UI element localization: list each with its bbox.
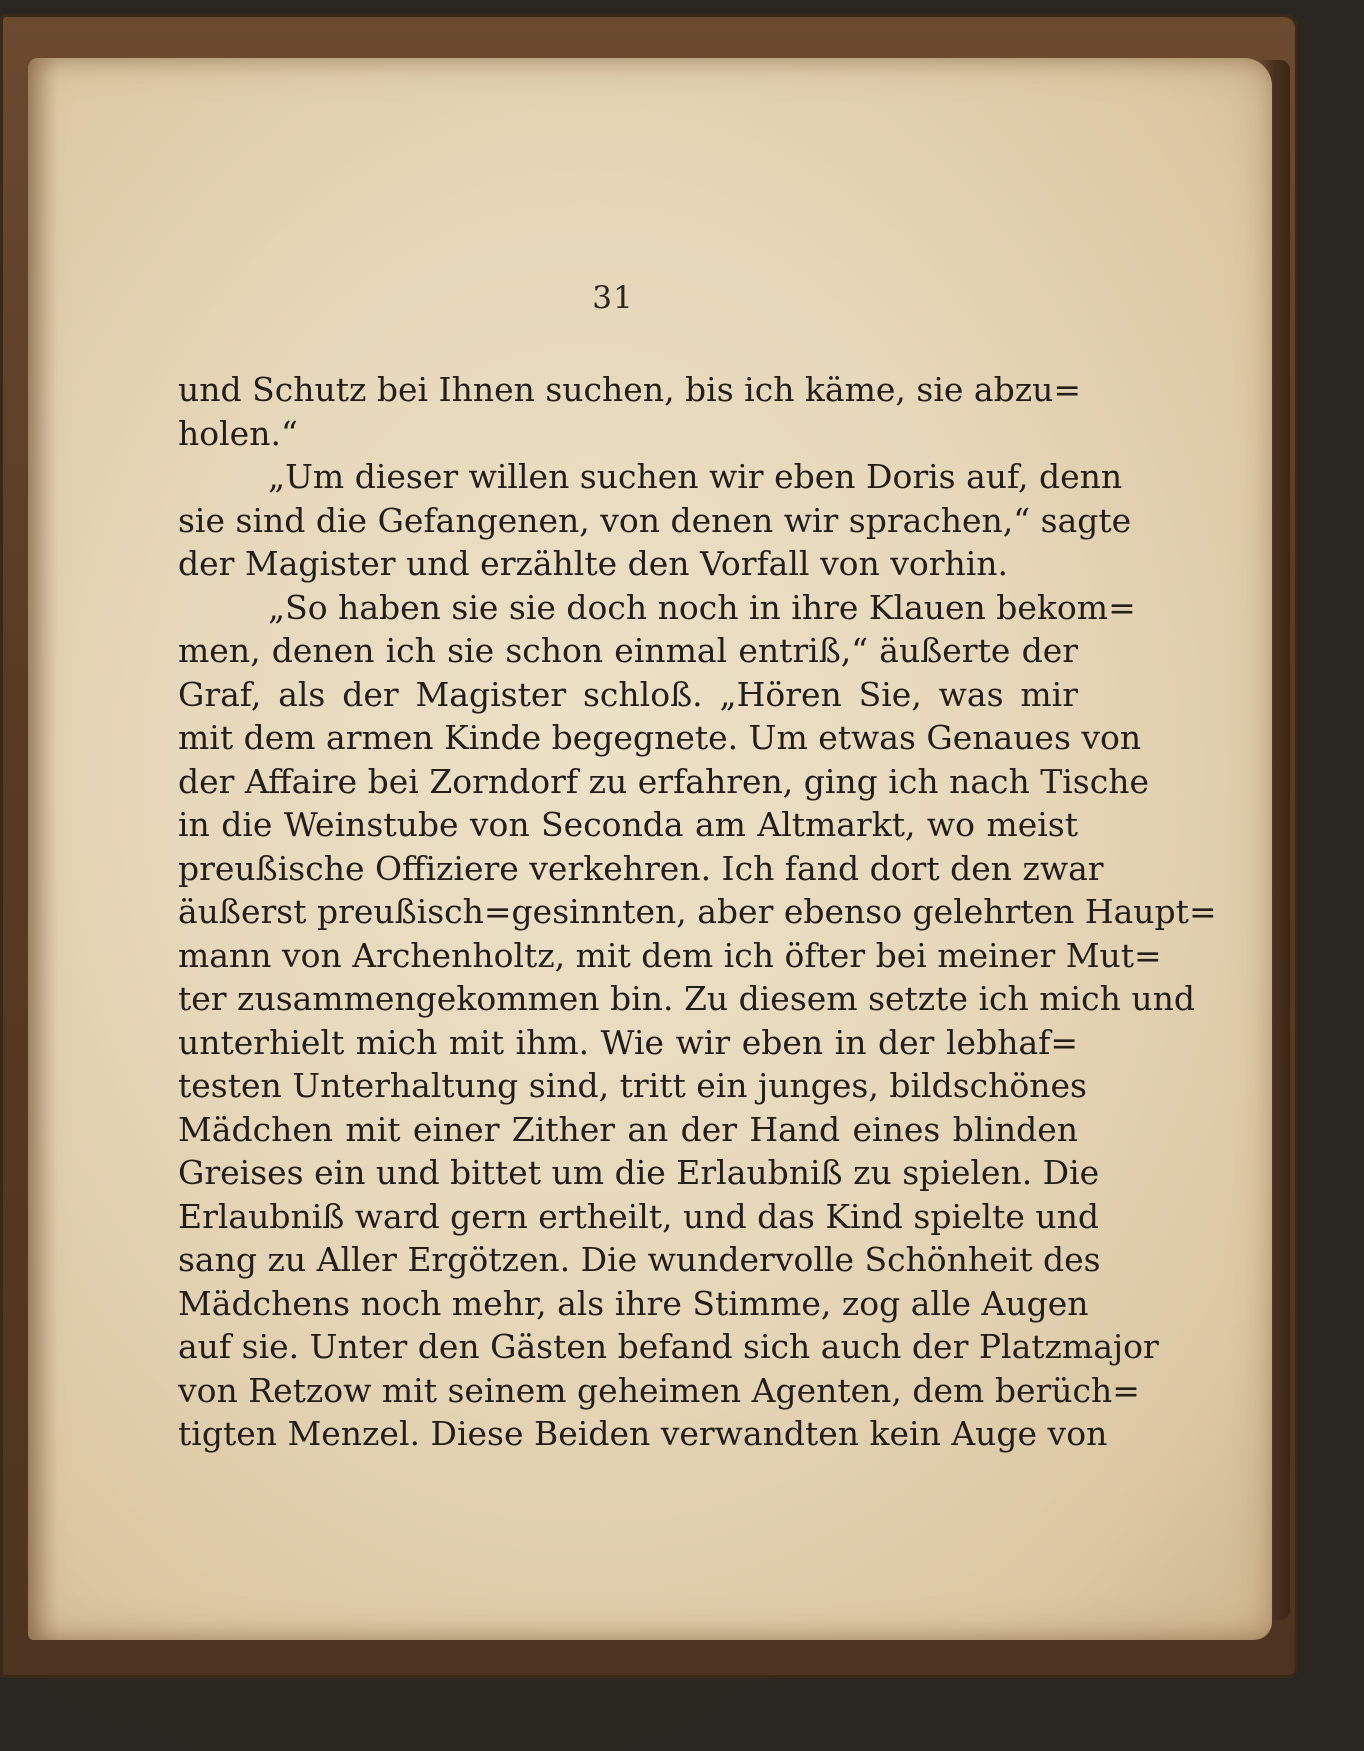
text-line: und Schutz bei Ihnen suchen, bis ich käme, sie abzu= xyxy=(178,370,1082,409)
text-line: mit dem armen Kinde begegnete. Um etwas Genaues von xyxy=(178,718,1142,757)
book-page xyxy=(28,58,1272,1640)
text-line: „Um dieser willen suchen wir eben Doris auf, denn xyxy=(268,457,1123,496)
text-line: unterhielt mich mit ihm. Wie wir eben in der lebhaf= xyxy=(178,1022,1078,1062)
text-line: Greises ein und bittet um die Erlaubniß zu spielen. Die xyxy=(178,1153,1100,1192)
text-line: Graf, als der Magister schloß. „Hören Sie, was mir xyxy=(178,674,1078,714)
text-line: sang zu Aller Ergötzen. Die wundervolle Schönheit des xyxy=(178,1240,1101,1279)
text-line: Mädchen mit einer Zither an der Hand eines blinden xyxy=(178,1109,1078,1149)
page-text xyxy=(178,368,1217,1456)
text-line: in die Weinstube von Seconda am Altmarkt, wo meist xyxy=(178,805,1078,844)
text-line: preußische Offiziere verkehren. Ich fand dort den zwar xyxy=(178,848,1104,888)
page-number: 31 xyxy=(592,280,634,316)
text-line: testen Unterhaltung sind, tritt ein junges, bildschönes xyxy=(178,1066,1087,1105)
text-line: sie sind die Gefangenen, von denen wir sprachen,“ sagte xyxy=(178,500,1132,540)
text-line: von Retzow mit seinem geheimen Agenten, dem berüch= xyxy=(178,1370,1140,1410)
text-line: äußerst preußisch=gesinnten, aber ebenso gelehrten Haupt= xyxy=(178,892,1217,931)
text-line: Mädchens noch mehr, als ihre Stimme, zog alle Augen xyxy=(178,1283,1089,1323)
text-line: tigten Menzel. Diese Beiden verwandten kein Auge von xyxy=(178,1414,1108,1453)
text-line: holen.“ xyxy=(178,413,298,453)
text-line: ter zusammengekommen bin. Zu diesem setzte ich mich und xyxy=(178,979,1195,1018)
text-line: mann von Archenholtz, mit dem ich öfter bei meiner Mut= xyxy=(178,935,1162,975)
text-line: der Affaire bei Zorndorf zu erfahren, ging ich nach Tische xyxy=(178,761,1149,801)
text-line: „So haben sie sie doch noch in ihre Klauen bekom= xyxy=(268,587,1136,627)
text-line: der Magister und erzählte den Vorfall von vorhin. xyxy=(178,544,1009,583)
text-line: men, denen ich sie schon einmal entriß,“ äußerte der xyxy=(178,631,1078,670)
text-line: Erlaubniß ward gern ertheilt, und das Kind spielte und xyxy=(178,1196,1100,1236)
text-line: auf sie. Unter den Gästen befand sich auch der Platzmajor xyxy=(178,1327,1159,1366)
